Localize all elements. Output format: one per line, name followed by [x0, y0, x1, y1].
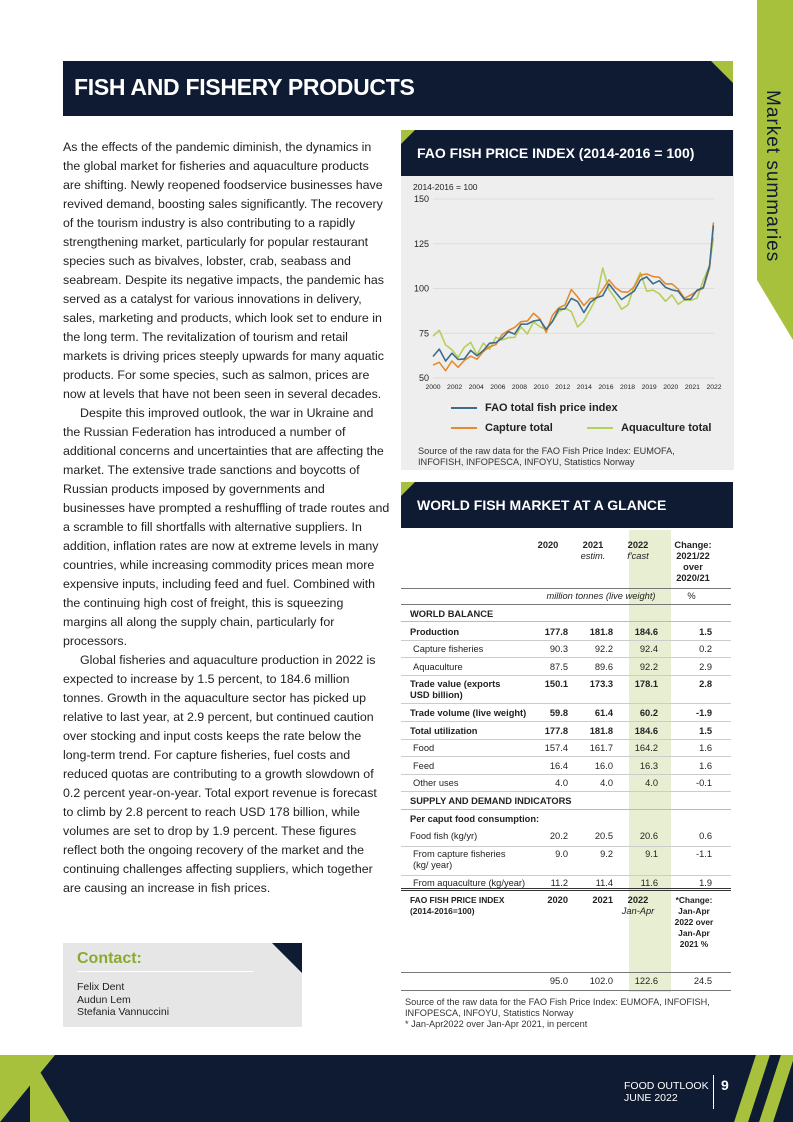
y-tick-label: 150	[413, 194, 429, 204]
cell-2021: 11.4	[595, 878, 613, 888]
legend-item-fao-total	[451, 402, 618, 414]
cell-change: 1.6	[699, 743, 712, 753]
cell-change: 0.2	[699, 644, 712, 654]
fpi-label: FAO FISH PRICE INDEX (2014-2016=100)	[410, 895, 505, 916]
cell-2021: 161.7	[589, 743, 613, 753]
col-2022-sub: f'cast	[627, 551, 649, 561]
col-2021-sub: estim.	[580, 551, 606, 561]
chart-title: FAO FISH PRICE INDEX (2014-2016 = 100)	[417, 145, 695, 161]
legend-item-capture	[451, 422, 553, 434]
table-rule	[401, 588, 731, 589]
col-change: Change: 2021/22 over 2020/21	[674, 540, 712, 583]
page-footer	[0, 1055, 793, 1122]
cell-2022: 164.2	[634, 743, 658, 753]
contact-name: Felix Dent	[77, 981, 125, 993]
cell-2022: 60.2	[639, 708, 658, 718]
paragraph-2: Despite this improved outlook, the war in Ukraine and the Russian Federation has introduced a number of additional concerns and uncertainties that are affecting the market. The extensive trade sanctions and boycotts of Russian products imposed by governments and businesses have prompted a reshuffling of trade routes and a scramble to fill shortfalls with alternative suppliers. In addition, inflation rates are now at extreme levels in many countries, while increasing commodity prices mean more expensive inputs, including feed and fuel. Combined with the continuing high cost of freight, this is squeezing margins all along the supply chain, particularly for processors.	[63, 406, 390, 648]
cell-change: 2.9	[699, 662, 712, 672]
cell-2022: 92.2	[639, 662, 658, 672]
fpi-col-change: *Change: Jan-Apr 2022 over Jan-Apr 2021 %	[674, 895, 714, 949]
table-rule	[401, 846, 731, 847]
table-rule	[401, 604, 731, 605]
page-number: 9	[721, 1077, 729, 1093]
fpi-col-2021: 2021	[592, 895, 613, 905]
cell-change: -1.9	[695, 708, 712, 718]
y-tick-label: 100	[413, 283, 429, 294]
row-label: Food fish (kg/yr)	[410, 831, 478, 841]
cell-2021: 16.0	[594, 761, 613, 771]
cell-2022: 11.6	[640, 878, 658, 888]
table-rule	[401, 739, 731, 740]
cell-2022: 184.6	[634, 726, 658, 736]
series-line-capture-total	[433, 223, 713, 371]
x-tick-label: 2002	[447, 384, 463, 391]
table-rule	[401, 972, 731, 973]
cell-2022: 122.6	[634, 976, 658, 986]
chart-header	[401, 130, 733, 176]
x-tick-label: 2000	[425, 384, 441, 391]
legend-label-fao-total: FAO total fish price index	[485, 402, 618, 414]
table-rule	[401, 809, 731, 810]
cell-change: 2.8	[699, 679, 712, 689]
series-line-aquaculture-total	[433, 237, 713, 357]
cell-change: 24.5	[693, 976, 712, 986]
contact-box	[63, 943, 302, 1027]
cell-2020: 150.1	[544, 679, 568, 689]
title-banner	[63, 61, 733, 116]
table-rule	[401, 640, 731, 641]
cell-2021: 89.6	[594, 662, 613, 672]
col-2021-year: 2021	[582, 540, 604, 550]
row-label: Trade volume (live weight)	[410, 708, 527, 718]
col-2022	[618, 540, 658, 562]
contact-name: Audun Lem	[77, 993, 131, 1006]
supply-demand-label: SUPPLY AND DEMAND INDICATORS	[410, 796, 572, 806]
cell-2020: 11.2	[550, 878, 568, 888]
cell-2021: 102.0	[589, 976, 613, 986]
table-rule	[401, 703, 731, 704]
cell-2020: 4.0	[555, 778, 568, 788]
row-label: Food	[413, 743, 435, 753]
row-label: Production	[410, 627, 460, 637]
table-title: WORLD FISH MARKET AT A GLANCE	[417, 497, 667, 513]
y-tick-label: 75	[418, 328, 429, 339]
legend-item-aquaculture	[587, 422, 711, 434]
table-rule	[401, 875, 731, 876]
x-tick-label: 2006	[490, 384, 506, 391]
x-tick-label: 2010	[533, 384, 549, 391]
units-label: million tonnes (live weight)	[546, 591, 656, 601]
table-rule	[401, 657, 731, 658]
cell-change: 1.5	[699, 627, 712, 637]
row-label: Trade value (exports USD billion)	[410, 679, 501, 700]
table-source-text: Source of the raw data for the FAO Fish Price Index: EUMOFA, INFOFISH, INFOPESCA, INFOYU, Statistics Norway	[405, 997, 710, 1018]
col-2020: 2020	[537, 540, 559, 550]
row-label: Feed	[413, 761, 435, 771]
world-balance-label: WORLD BALANCE	[410, 609, 494, 619]
cell-change: -0.1	[695, 778, 712, 788]
table-rule	[401, 791, 731, 792]
footer-separator	[713, 1075, 714, 1109]
x-tick-label: 2004	[468, 384, 484, 391]
x-tick-label: 2008	[511, 384, 528, 391]
cell-change: 0.6	[699, 831, 712, 841]
table-rule	[401, 774, 731, 775]
table-header	[401, 482, 733, 528]
contact-heading: Contact:	[77, 950, 142, 967]
col-2022-year: 2022	[627, 540, 649, 550]
page-title: FISH AND FISHERY PRODUCTS	[74, 74, 415, 100]
cell-2022: 178.1	[634, 679, 658, 689]
col-2021	[573, 540, 613, 562]
row-label: Total utilization	[410, 726, 478, 736]
cell-2021: 4.0	[600, 778, 613, 788]
cell-change: 1.6	[699, 761, 712, 771]
footer-publication-title: FOOD OUTLOOK	[624, 1080, 709, 1092]
cell-2021: 181.8	[589, 726, 613, 736]
table-header-accent	[401, 482, 415, 496]
contact-names	[77, 981, 169, 1019]
cell-2022: 9.1	[645, 849, 658, 859]
legend-swatch-fao-total	[451, 407, 477, 409]
footer-accent	[30, 1055, 70, 1122]
contact-name: Stefania Vannuccini	[77, 1006, 170, 1018]
cell-2020: 20.2	[549, 831, 568, 841]
row-label: Aquaculture	[413, 662, 463, 672]
table-footnote: * Jan-Apr2022 over Jan-Apr 2021, in percent	[405, 1019, 588, 1029]
legend-label-aquaculture: Aquaculture total	[621, 422, 712, 434]
body-text	[63, 138, 390, 898]
row-label: Capture fisheries	[413, 644, 484, 654]
cell-change: -1.1	[695, 849, 712, 859]
row-label: Other uses	[413, 778, 459, 788]
title-accent	[711, 61, 733, 83]
side-tab-label: Market summaries	[762, 90, 783, 263]
table-rule	[401, 990, 731, 991]
cell-2020: 157.4	[544, 743, 568, 753]
cell-2020: 59.8	[549, 708, 568, 718]
cell-2021: 181.8	[589, 627, 613, 637]
legend-label-capture: Capture total	[485, 422, 553, 434]
cell-2022: 4.0	[645, 778, 658, 788]
y-tick-label: 50	[418, 373, 429, 383]
cell-2020: 16.4	[549, 761, 568, 771]
x-tick-label: 2020	[663, 384, 679, 391]
footer-publication	[624, 1080, 709, 1104]
fpi-col-2020: 2020	[547, 895, 568, 905]
x-tick-label: 2019	[641, 384, 657, 391]
table-rule	[401, 721, 731, 722]
cell-2020: 177.8	[544, 726, 568, 736]
fpi-col-2022-sub: Jan-Apr	[621, 906, 655, 916]
fish-price-chart	[401, 178, 734, 398]
cell-2020: 177.8	[544, 627, 568, 637]
footer-publication-date: JUNE 2022	[624, 1092, 678, 1104]
paragraph-1: As the effects of the pandemic diminish, the dynamics in the global market for fisheries and aquaculture products are shifting. Newly reopened foodservice businesses have revived demand, boosting sales significantly. The recovery of the tourism industry is also contributing to a rapidly strengthening market, particularly for popular restaurant species such as bivalves, lobster, crab, seabass and seabream. Despite its negative impacts, the pandemic has served as a catalyst for various innovations in delivery, sales, marketing and products, which look set to endure in the long term. The revitalization of tourism and retail markets is driving prices steeply upwards for many aquatic products. For some species, such as salmon, prices are now at levels that have not been seen in several decades.	[63, 140, 384, 401]
y-tick-label: 125	[413, 238, 429, 249]
paragraph-3: Global fisheries and aquaculture production in 2022 is expected to increase by 1.5 percent, to 184.6 million tonnes. Growth in the aquaculture sector has picked up relative to last year, at 2.9 percent, but continued caution over stocking and input costs keeps the rate below the long-term trend. For capture fisheries, fuel costs and reduced quotas are contributing to a growth slowdown of 0.2 percent year-on-year. Total export revenue is forecast to climb by 2.8 percent to reach USD 178 billion, while volumes are set to drop by 1.9 percent. These figures reflect both the ongoing recovery of the market and the continuing challenges affecting suppliers, which together are causing an increase in fish prices.	[63, 653, 377, 895]
cell-2022: 16.3	[639, 761, 658, 771]
table-rule	[401, 675, 731, 676]
cell-2020: 87.5	[549, 662, 568, 672]
table-double-rule	[401, 888, 731, 891]
x-tick-label: 2022	[706, 384, 722, 391]
per-caput-label: Per caput food consumption:	[410, 814, 540, 824]
series-line-fao-total-fish-price-index	[433, 225, 713, 361]
cell-2021: 173.3	[589, 679, 613, 689]
table-rule	[401, 756, 731, 757]
row-label: From capture fisheries (kg/ year)	[413, 849, 506, 870]
cell-2022: 92.4	[639, 644, 658, 654]
contact-rule	[77, 971, 253, 972]
legend-swatch-aquaculture	[587, 427, 613, 429]
x-tick-label: 2018	[619, 384, 636, 391]
cell-change: 1.9	[699, 878, 712, 888]
cell-2021: 92.2	[594, 644, 613, 654]
cell-2021: 61.4	[594, 708, 613, 718]
cell-2022: 184.6	[634, 627, 658, 637]
units-pct: %	[687, 591, 696, 601]
x-tick-label: 2021	[684, 384, 700, 391]
contact-corner	[272, 943, 302, 973]
side-tab	[757, 0, 793, 340]
cell-2021: 9.2	[600, 849, 613, 859]
x-tick-label: 2012	[555, 384, 571, 391]
table-source	[405, 997, 725, 1030]
x-tick-label: 2014	[576, 384, 592, 391]
cell-2021: 20.5	[594, 831, 613, 841]
y-axis-label: 2014-2016 = 100	[413, 182, 478, 192]
table-rule	[401, 621, 731, 622]
cell-2020: 9.0	[555, 849, 568, 859]
chart-header-accent	[401, 130, 415, 144]
x-tick-label: 2016	[598, 384, 614, 391]
cell-2022: 20.6	[639, 831, 658, 841]
cell-2020: 90.3	[549, 644, 568, 654]
chart-source: Source of the raw data for the FAO Fish Price Index: EUMOFA, INFOFISH, INFOPESCA, INFOYU, Statistics Norway	[418, 446, 675, 467]
fpi-col-2022-year: 2022	[627, 895, 649, 905]
side-tab-cut	[757, 280, 793, 340]
cell-2020: 95.0	[549, 976, 568, 986]
legend-swatch-capture	[451, 427, 477, 429]
row-label: From aquaculture (kg/year)	[413, 878, 526, 888]
fpi-col-2022	[618, 895, 658, 917]
cell-change: 1.5	[699, 726, 712, 736]
